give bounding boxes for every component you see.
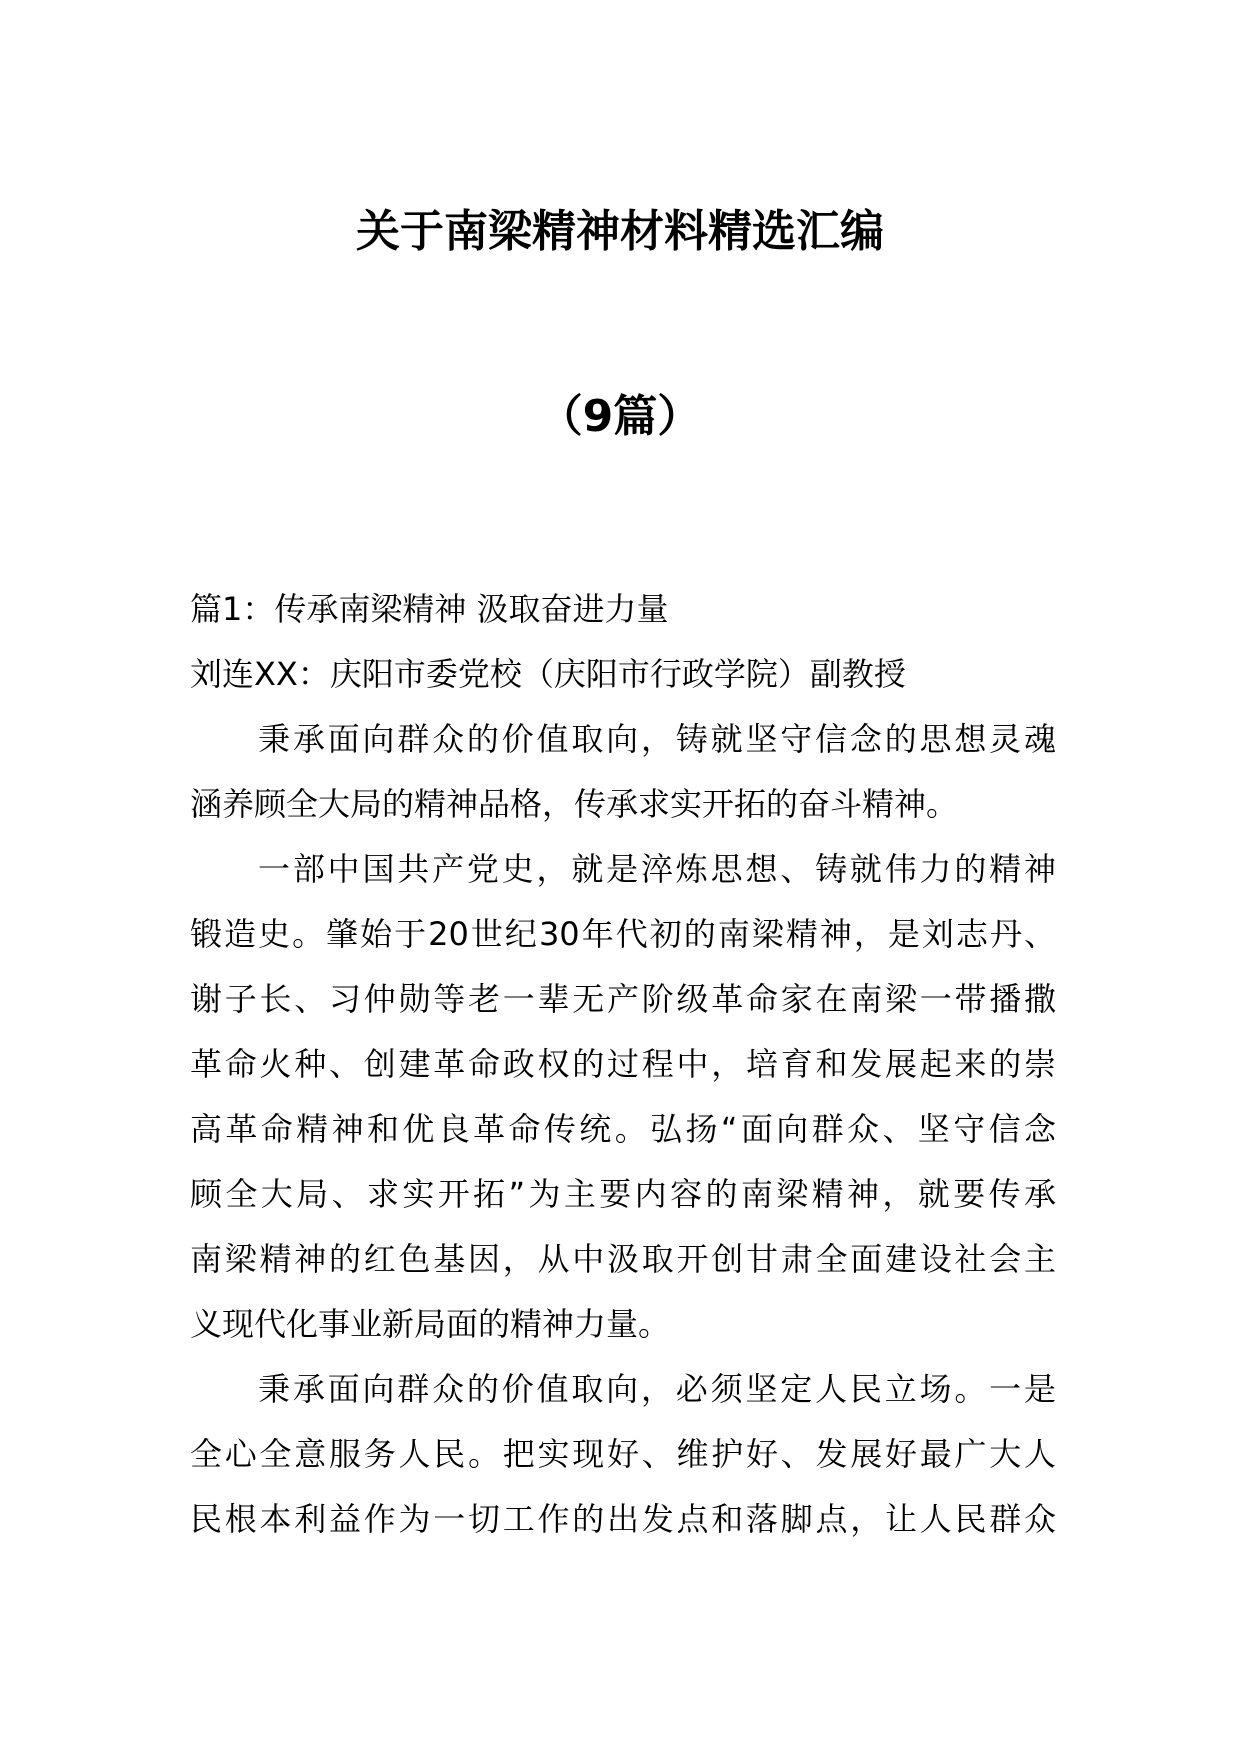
- paragraph-line: 全心全意服务人民。把实现好、维护好、发展好最广大人: [190, 1435, 1056, 1473]
- document-title: 关于南梁精神材料精选汇编: [356, 206, 884, 257]
- paragraph-line: 顾全大局、求实开拓”为主要内容的南梁精神，就要传承: [190, 1175, 1056, 1213]
- author-line: 刘连XX：庆阳市委党校（庆阳市行政学院）副教授: [190, 655, 906, 693]
- paragraph-line: 一部中国共产党史，就是淬炼思想、铸就伟力的精神: [258, 850, 1056, 888]
- paragraph-line: 秉承面向群众的价值取向，铸就坚守信念的思想灵魂: [258, 720, 1056, 758]
- paragraph-line: 涵养顾全大局的精神品格，传承求实开拓的奋斗精神。: [190, 785, 959, 823]
- article-count: （9篇）: [538, 391, 702, 442]
- paragraph-line: 高革命精神和优良革命传统。弘扬“面向群众、坚守信念: [190, 1110, 1056, 1148]
- paragraph-line: 谢子长、习仲勋等老一辈无产阶级革命家在南梁一带播撒: [190, 980, 1056, 1018]
- paragraph-line: 锻造史。肇始于20世纪30年代初的南梁精神，是刘志丹、: [190, 915, 1056, 953]
- paragraph-line: 南梁精神的红色基因，从中汲取开创甘肃全面建设社会主: [190, 1240, 1056, 1278]
- article-heading: 篇1：传承南梁精神 汲取奋进力量: [190, 590, 669, 628]
- paragraph-line: 革命火种、创建革命政权的过程中，培育和发展起来的崇: [190, 1045, 1056, 1083]
- paragraph-line: 民根本利益作为一切工作的出发点和落脚点，让人民群众: [190, 1500, 1056, 1538]
- paragraph-line: 秉承面向群众的价值取向，必须坚定人民立场。一是: [258, 1370, 1056, 1408]
- paragraph-line: 义现代化事业新局面的精神力量。: [190, 1305, 671, 1343]
- document-body: [190, 577, 1056, 1552]
